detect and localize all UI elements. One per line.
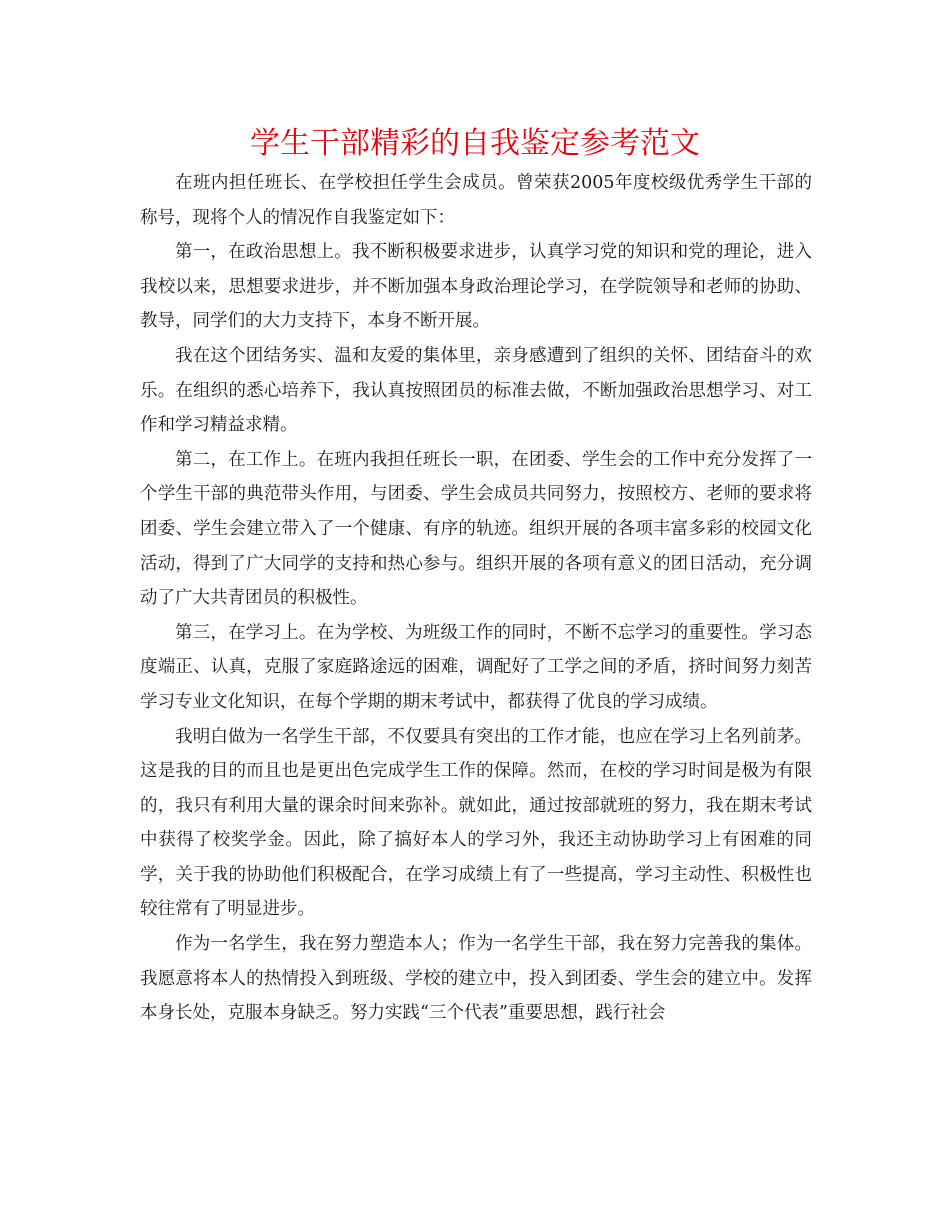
paragraph-study: 第三，在学习上。在为学校、为班级工作的同时，不断不忘学习的重要性。学习态度端正、认真，克服了家庭路途远的困难，调配好了工学之间的矛盾，挤时间努力刻苦学习专业文化知识，在每个学期的期末考试中，都获得了优良的学习成绩。 (140, 622, 812, 712)
paragraph-leader-study: 我明白做为一名学生干部，不仅要具有突出的工作才能，也应在学习上名列前茅。这是我的目的而且也是更出色完成学生工作的保障。然而，在校的学习时间是极为有限的，我只有利用大量的课余时间来弥补。就如此，通过按部就班的努力，我在期末考试中获得了校奖学金。因此，除了搞好本人的学习外，我还主动协助学习上有困难的同学，关于我的协助他们积极配合，在学习成绩上有了一些提高，学习主动性、积极性也较往常有了明显进步。 (140, 726, 812, 920)
paragraph-intro: 在班内担任班长、在学校担任学生会成员。曾荣获2005年度校级优秀学生干部的称号，现将个人的情况作自我鉴定如下： (140, 173, 812, 228)
paragraph-collective: 我在这个团结务实、温和友爱的集体里，亲身感遭到了组织的关怀、团结奋斗的欢乐。在组织的悉心培养下，我认真按照团员的标准去做，不断加强政治思想学习、对工作和学习精益求精。 (140, 345, 812, 436)
document-body (140, 166, 812, 1031)
paragraph-work: 第二，在工作上。在班内我担任班长一职，在团委、学生会的工作中充分发挥了一个学生干部的典范带头作用，与团委、学生会成员共同努力，按照校方、老师的要求将团委、学生会建立带入了一个健康、有序的轨迹。组织开展的各项丰富多彩的校园文化活动，得到了广大同学的支持和热心参与。组织开展的各项有意义的团日活动，充分调动了广大共青团员的积极性。 (140, 449, 812, 609)
paragraph-politics: 第一，在政治思想上。我不断积极要求进步，认真学习党的知识和党的理论，进入我校以来，思想要求进步，并不断加强本身政治理论学习，在学院领导和老师的协助、教导，同学们的大力支持下，本身不断开展。 (140, 242, 812, 332)
paragraph-closing: 作为一名学生，我在努力塑造本人；作为一名学生干部，我在努力完善我的集体。我愿意将本人的热情投入到班级、学校的建立中，投入到团委、学生会的建立中。发挥本身长处，克服本身缺乏。努力实践“三个代表”重要思想，践行社会 (140, 934, 812, 1024)
document-title: 学生干部精彩的自我鉴定参考范文 (250, 126, 700, 161)
